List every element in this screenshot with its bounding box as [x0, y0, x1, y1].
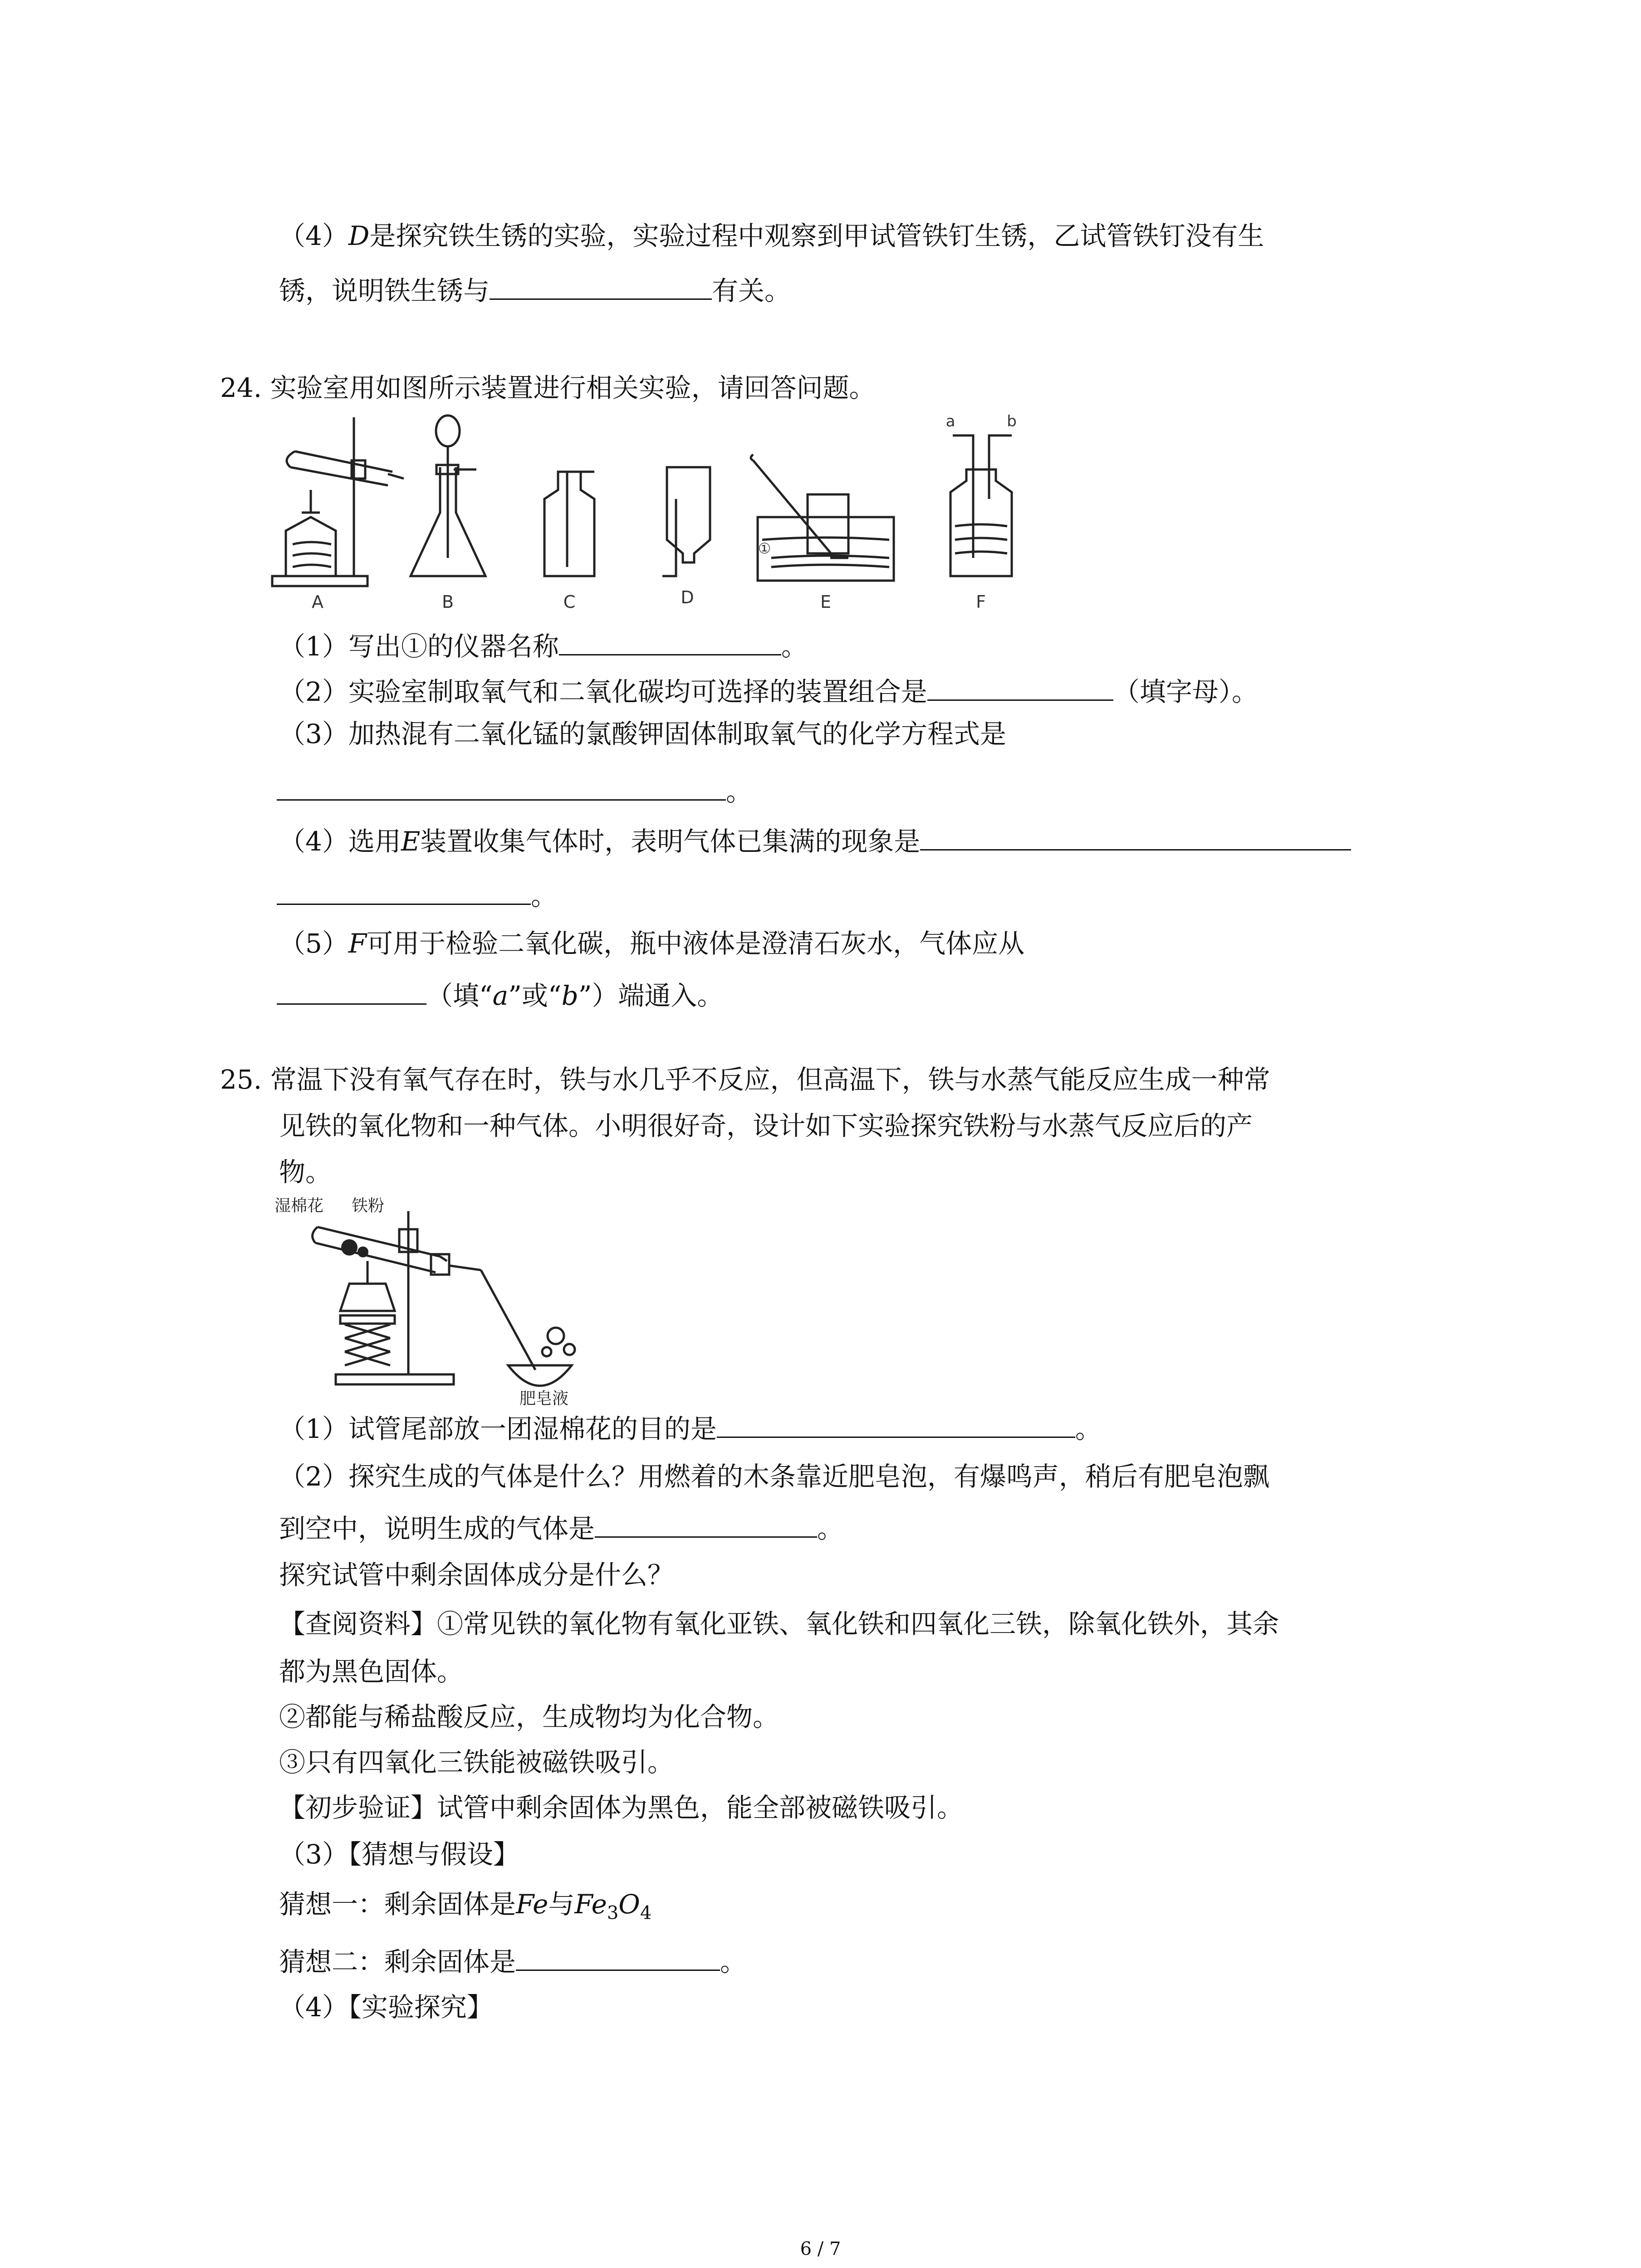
label-port-b: b [1007, 412, 1017, 430]
apparatus-f [950, 435, 1012, 576]
text: 有关。 [712, 275, 791, 306]
formula-part: Fe [574, 1889, 607, 1920]
label-e: E [820, 592, 832, 612]
variable-a: a [492, 980, 509, 1011]
q25-part3: （3）【猜想与假设】 [279, 1839, 519, 1870]
q25-part2-line1: （2）探究生成的气体是什么？用燃着的木条靠近肥皂泡，有爆鸣声，稍后有肥皂泡飘 [279, 1461, 1269, 1492]
q25-verification: 【初步验证】试管中剩余固体为黑色，能全部被磁铁吸引。 [279, 1792, 964, 1823]
q24-part1 [279, 626, 808, 665]
formula-subscript: 4 [640, 1902, 652, 1924]
text: （5） [279, 928, 348, 959]
text: 锈，说明铁生锈与 [279, 275, 490, 306]
answer-blank[interactable] [490, 270, 712, 300]
answer-blank[interactable] [717, 1408, 1075, 1438]
q24-part4-answer [277, 875, 557, 914]
label-port-a: a [945, 412, 955, 430]
label-wet-cotton: 湿棉花 [274, 1197, 324, 1215]
text: （填字母）。 [1113, 676, 1258, 707]
formula-fe3o4 [574, 1889, 652, 1924]
answer-blank[interactable] [595, 1508, 817, 1538]
q24-part3: （3）加热混有二氧化锰的氯酸钾固体制取氧气的化学方程式是 [279, 719, 1006, 749]
text: 是探究铁生锈的实验，实验过程中观察到甲试管铁钉生锈，乙试管铁钉没有生 [369, 220, 1264, 251]
q25-guess-2 [279, 1941, 746, 1980]
text: 。 [781, 631, 808, 662]
q25-part4: （4）【实验探究】 [279, 1992, 493, 2023]
q25-reference-2: ②都能与稀盐酸反应，生成物均为化合物。 [279, 1701, 779, 1732]
text: 装置收集气体时，表明气体已集满的现象是 [420, 826, 921, 857]
q25-part1 [279, 1408, 1102, 1447]
variable-e: E [401, 826, 421, 857]
q25-stem-1: 25. 常温下没有氧气存在时，铁与水几乎不反应，但高温下，铁与水蒸气能反应生成一种常 [220, 1064, 1270, 1095]
text: （1）写出①的仪器名称 [279, 631, 559, 662]
apparatus-d [662, 467, 710, 576]
text: 。 [531, 880, 558, 911]
page-number: 6 / 7 [800, 2239, 841, 2259]
answer-blank[interactable] [927, 671, 1113, 701]
text: （填“ [426, 980, 493, 1011]
q25-apparatus-figure [272, 1193, 717, 1411]
formula-subscript: 3 [607, 1902, 619, 1924]
q24-stem: 24. 实验室用如图所示装置进行相关实验，请回答问题。 [220, 372, 876, 403]
q24-part5 [279, 925, 1024, 962]
label-circle-one: ① [758, 540, 771, 557]
apparatus-a [272, 417, 404, 586]
q25-reference-1: 【查阅资料】①常见铁的氧化物有氧化亚铁、氧化铁和四氧化三铁，除氧化铁外，其余 [279, 1608, 1279, 1639]
variable-b: b [561, 980, 578, 1011]
label-iron-powder: 铁粉 [352, 1197, 385, 1215]
text: 。 [726, 776, 753, 807]
text: 。 [720, 1946, 747, 1977]
q24-part3-answer [277, 771, 752, 810]
q25-guess-1 [279, 1886, 652, 1931]
q23-4-line1 [279, 218, 1264, 254]
text: 可用于检验二氧化碳，瓶中液体是澄清石灰水，气体应从 [367, 928, 1025, 959]
label-b: B [441, 592, 454, 612]
apparatus-e [751, 455, 894, 581]
answer-blank[interactable] [516, 1941, 720, 1971]
q24-part2 [279, 671, 1258, 710]
text: （4）选用 [279, 826, 401, 857]
label-soap-solution: 肥皂液 [519, 1389, 569, 1408]
q24-part5-line2 [277, 975, 723, 1014]
q23-4-line2 [279, 270, 791, 309]
label-a: A [312, 592, 323, 612]
text: 猜想二：剩余固体是 [279, 1946, 516, 1977]
answer-blank[interactable] [559, 626, 781, 655]
text: 。 [817, 1513, 844, 1544]
text: 。 [1075, 1413, 1102, 1444]
text: ”或“ [508, 980, 562, 1011]
label-f: F [976, 592, 986, 612]
text: （1）试管尾部放一团湿棉花的目的是 [279, 1413, 717, 1444]
text: 与 [548, 1889, 575, 1920]
text: ”）端通入。 [578, 980, 724, 1011]
answer-blank[interactable] [277, 975, 426, 1005]
q24-part4 [279, 821, 1351, 860]
formula-fe: Fe [516, 1889, 549, 1920]
q25-explore: 探究试管中剩余固体成分是什么？ [279, 1559, 674, 1590]
label-d: D [681, 587, 694, 607]
text: 到空中，说明生成的气体是 [279, 1513, 595, 1544]
q25-reference-1b: 都为黑色固体。 [279, 1656, 464, 1687]
text: 猜想一：剩余固体是 [279, 1889, 516, 1920]
q25-reference-3: ③只有四氧化三铁能被磁铁吸引。 [279, 1747, 674, 1778]
q25-part2-line2 [279, 1508, 843, 1547]
answer-blank[interactable] [920, 821, 1351, 850]
answer-blank[interactable] [277, 875, 531, 905]
q24-apparatus-figure [268, 408, 1030, 621]
q25-stem-3: 物。 [279, 1157, 332, 1188]
variable-d: D [348, 220, 370, 251]
formula-part: O [618, 1889, 640, 1920]
variable-f: F [348, 928, 367, 959]
apparatus-c [544, 472, 594, 576]
answer-blank[interactable] [277, 771, 726, 801]
text: （2）实验室制取氧气和二氧化碳均可选择的装置组合是 [279, 676, 927, 707]
apparatus-b [411, 415, 485, 576]
part-number: （4） [279, 220, 348, 251]
label-c: C [563, 592, 576, 612]
q25-stem-2: 见铁的氧化物和一种气体。小明很好奇，设计如下实验探究铁粉与水蒸气反应后的产 [279, 1110, 1253, 1141]
